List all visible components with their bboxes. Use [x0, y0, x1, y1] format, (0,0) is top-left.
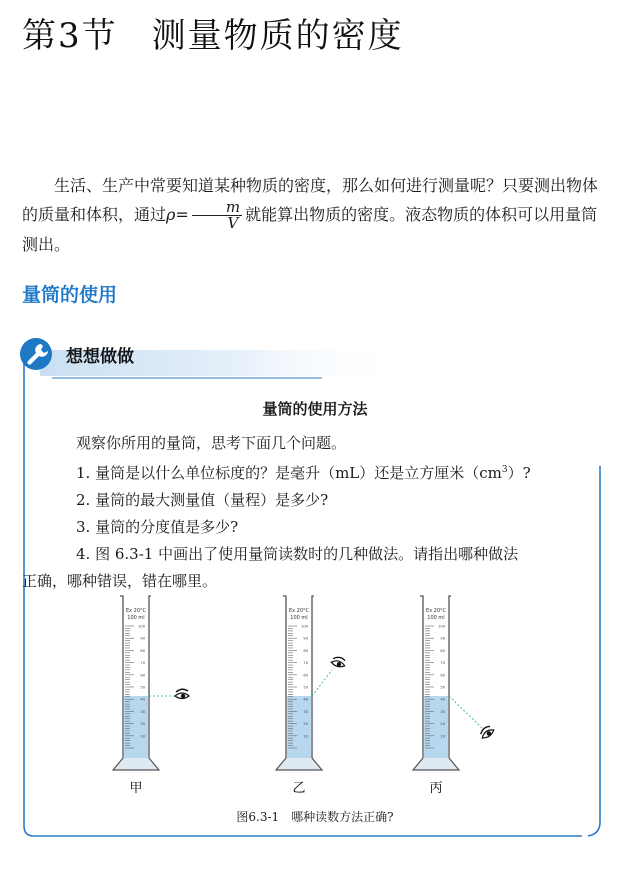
scale-label: 10 [140, 734, 145, 739]
label-bing: 丙 [429, 781, 443, 796]
scale-label: 10 [440, 734, 445, 739]
activity-title: 量筒的使用方法 [262, 400, 368, 418]
scale-label: 90 [140, 636, 145, 641]
density-fraction [192, 200, 242, 231]
intro-paragraph [22, 172, 602, 259]
scale-label: 70 [140, 661, 145, 666]
label-jia: 甲 [129, 781, 143, 796]
cylinder-jia [113, 596, 159, 770]
cylinder-bing [413, 596, 459, 770]
question-1-text: 1. 量筒是以什么单位标度的？是毫升（mL）还是立方厘米（cm [76, 464, 502, 482]
question-2: 2. 量筒的最大测量值（量程）是多少? [76, 491, 329, 509]
scale-label: 60 [140, 673, 145, 678]
scale-label: 40 [440, 697, 445, 702]
scale-label: 60 [440, 673, 445, 678]
eye-pupil [181, 694, 185, 698]
figure-caption: 图6.3-1 哪种读数方法正确? [236, 810, 394, 824]
scale-label: 100 [438, 624, 445, 629]
scale-label: 90 [440, 636, 445, 641]
cylinder-label-volume: 100 ml [127, 615, 145, 621]
scale-label: 40 [140, 697, 145, 702]
fraction-numerator: m [192, 200, 242, 216]
wrench-icon [20, 338, 52, 370]
scale-label: 80 [303, 648, 308, 653]
fraction-denominator: V [227, 214, 239, 232]
cylinder-label-temp: Ex 20°C [125, 608, 147, 614]
cylinder-label-temp: Ex 20°C [425, 608, 447, 614]
rho-symbol: ρ [166, 205, 176, 224]
scale-label: 100 [301, 624, 308, 629]
section-number: 第3节 [22, 16, 118, 56]
cylinder-yi [276, 596, 322, 770]
equals-sign: = [175, 205, 189, 224]
cylinder-base [413, 758, 459, 770]
section-heading: 量筒的使用 [22, 284, 118, 306]
question-1 [46, 457, 594, 487]
question-3: 3. 量筒的分度值是多少? [76, 518, 239, 536]
scale-label: 80 [440, 648, 445, 653]
scale-label: 20 [440, 722, 445, 727]
cylinder-label-volume: 100 ml [290, 615, 308, 621]
scale-label: 50 [440, 685, 445, 690]
eye-brow [176, 689, 188, 692]
intro-text-1: 生活、生产中常要知道某种物质的密度，那么如何进行测量呢？只要测出物体的质量和体积，通过 [22, 176, 599, 224]
scale-label: 60 [303, 673, 308, 678]
intro-text-2: 就能算出物质的密度。液态物质的体积可以用量筒测出。 [22, 205, 598, 254]
question-1-end: ）? [507, 464, 531, 482]
scale-label: 80 [140, 648, 145, 653]
scale-label: 10 [303, 734, 308, 739]
eye-icon [331, 656, 347, 669]
scale-label: 40 [303, 697, 308, 702]
cylinder-base [113, 758, 159, 770]
sight-line-bing [449, 696, 482, 728]
label-yi: 乙 [292, 781, 306, 796]
scale-label: 30 [440, 709, 445, 714]
liquid [124, 696, 148, 758]
scale-label: 20 [303, 722, 308, 727]
scale-label: 20 [140, 722, 145, 727]
section-name: 测量物质的密度 [151, 16, 404, 56]
lead-line: 观察你所用的量筒，思考下面几个问题。 [76, 434, 347, 452]
scale-label: 30 [303, 709, 308, 714]
question-4: 4. 图 6.3-1 中画出了使用量筒读数时的几种做法。请指出哪种做法 [76, 545, 519, 563]
liquid [424, 696, 448, 758]
scale-label: 30 [140, 709, 145, 714]
scale-label: 50 [140, 685, 145, 690]
question-4-continued: 正确，哪种错误，错在哪里。 [22, 572, 218, 590]
scale-label: 50 [303, 685, 308, 690]
scale-label: 70 [303, 661, 308, 666]
box-label: 想想做做 [66, 347, 134, 367]
question-list [22, 430, 594, 595]
scale-label: 90 [303, 636, 308, 641]
page-title [22, 8, 404, 57]
cylinder-figure [100, 588, 520, 796]
scale-label: 100 [138, 624, 145, 629]
liquid [287, 696, 311, 758]
scale-label: 70 [440, 661, 445, 666]
cubic-superscript: 3 [501, 465, 508, 475]
sight-line-yi [312, 670, 332, 696]
eye-icon [175, 689, 189, 698]
cylinder-base [276, 758, 322, 770]
cylinder-label-volume: 100 ml [427, 615, 445, 621]
cylinder-label-temp: Ex 20°C [288, 608, 310, 614]
